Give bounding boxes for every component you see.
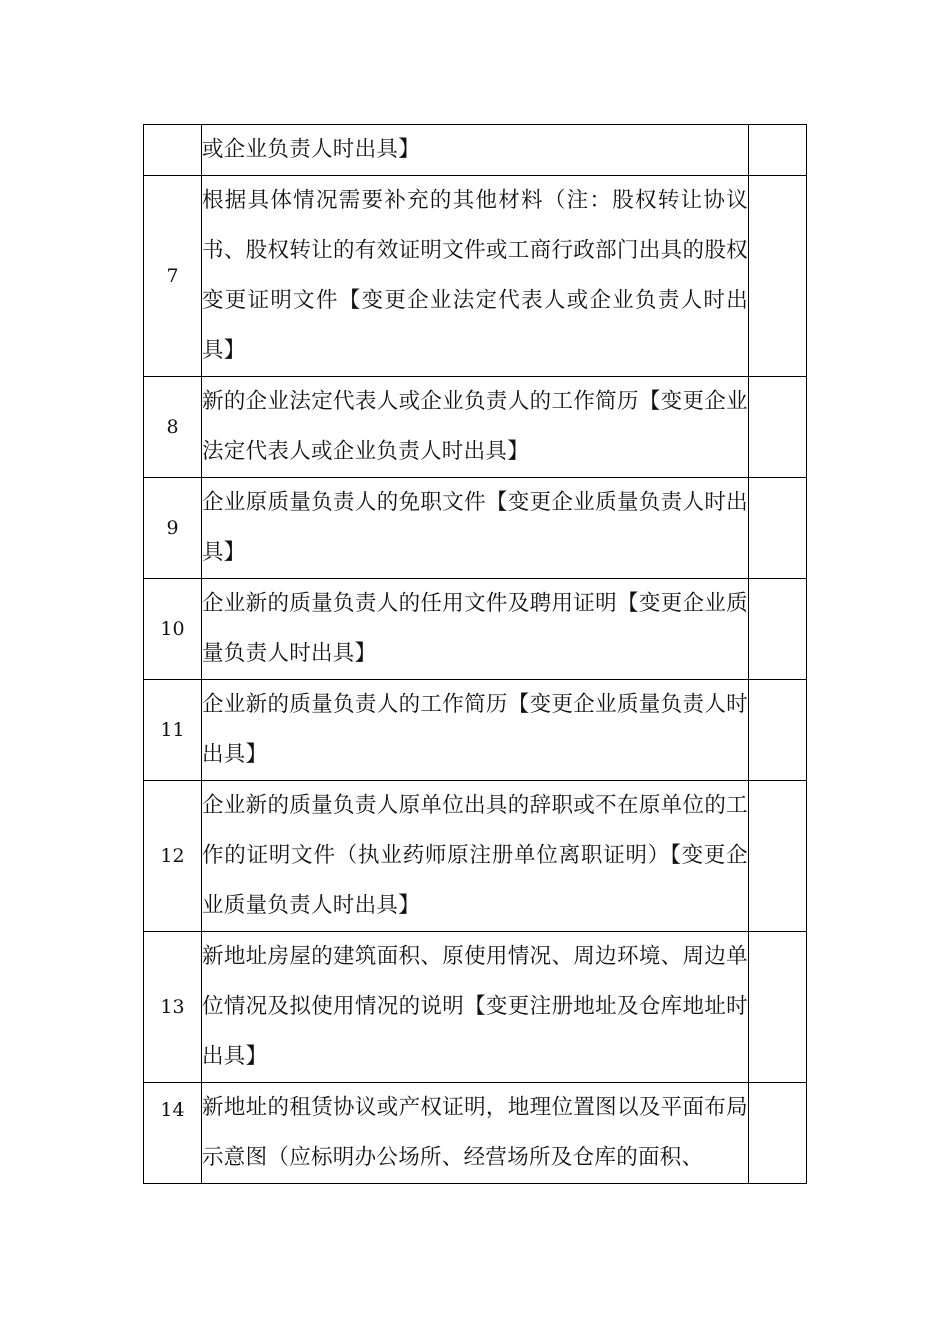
table-row <box>144 579 807 680</box>
row-remark <box>749 680 807 781</box>
row-content: 新的企业法定代表人或企业负责人的工作简历【变更企业法定代表人或企业负责人时出具】 <box>202 377 749 478</box>
table-row <box>144 680 807 781</box>
row-content: 新地址的租赁协议或产权证明，地理位置图以及平面布局示意图（应标明办公场所、经营场所及仓库的面积、 <box>202 1083 749 1184</box>
row-remark <box>749 1083 807 1184</box>
row-number: 11 <box>144 680 202 781</box>
row-remark <box>749 478 807 579</box>
table-row <box>144 1083 807 1184</box>
row-number <box>144 125 202 176</box>
row-content: 根据具体情况需要补充的其他材料（注：股权转让协议书、股权转让的有效证明文件或工商行政部门出具的股权变更证明文件【变更企业法定代表人或企业负责人时出具】 <box>202 176 749 377</box>
row-remark <box>749 176 807 377</box>
table-row <box>144 176 807 377</box>
row-number: 14 <box>144 1083 202 1184</box>
row-number: 8 <box>144 377 202 478</box>
materials-table <box>143 124 807 1184</box>
row-number: 7 <box>144 176 202 377</box>
row-content: 企业新的质量负责人的任用文件及聘用证明【变更企业质量负责人时出具】 <box>202 579 749 680</box>
table-row <box>144 125 807 176</box>
row-remark <box>749 932 807 1083</box>
row-number: 12 <box>144 781 202 932</box>
table-row <box>144 377 807 478</box>
table-row <box>144 478 807 579</box>
row-content: 新地址房屋的建筑面积、原使用情况、周边环境、周边单位情况及拟使用情况的说明【变更注册地址及仓库地址时出具】 <box>202 932 749 1083</box>
row-number: 9 <box>144 478 202 579</box>
row-content: 企业新的质量负责人原单位出具的辞职或不在原单位的工作的证明文件（执业药师原注册单位离职证明）【变更企业质量负责人时出具】 <box>202 781 749 932</box>
table-row <box>144 932 807 1083</box>
row-number: 10 <box>144 579 202 680</box>
row-remark <box>749 781 807 932</box>
row-remark <box>749 579 807 680</box>
row-remark <box>749 125 807 176</box>
row-number: 13 <box>144 932 202 1083</box>
row-content: 企业原质量负责人的免职文件【变更企业质量负责人时出具】 <box>202 478 749 579</box>
row-remark <box>749 377 807 478</box>
row-content: 企业新的质量负责人的工作简历【变更企业质量负责人时出具】 <box>202 680 749 781</box>
table-row <box>144 781 807 932</box>
row-content: 或企业负责人时出具】 <box>202 125 749 176</box>
